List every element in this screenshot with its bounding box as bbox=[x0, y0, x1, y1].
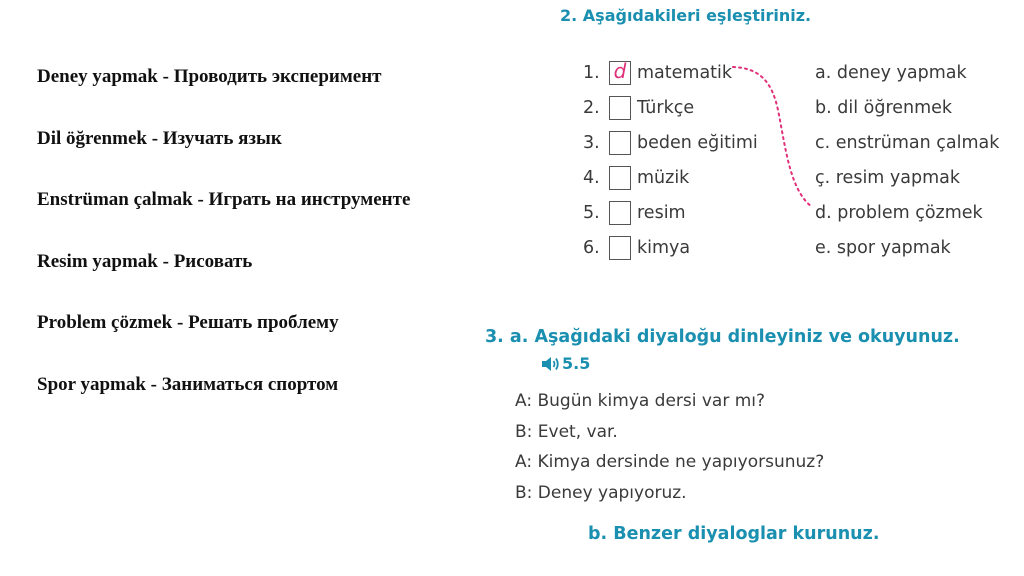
dialog-line: A: Kimya dersinde ne yapıyorsunuz? bbox=[515, 452, 825, 472]
audio-track-number: 5.5 bbox=[562, 354, 591, 373]
activity-item: b. dil öğrenmek bbox=[815, 97, 953, 118]
exercise-2-title: 2. Aşağıdakileri eşleştiriniz. bbox=[560, 6, 812, 25]
subject-item bbox=[583, 230, 758, 265]
activity-item: e. spor yapmak bbox=[815, 237, 951, 258]
activity-item: c. enstrüman çalmak bbox=[815, 132, 1000, 153]
vocabulary-item: Spor yapmak - Заниматься спортом bbox=[37, 373, 339, 395]
activities-list bbox=[815, 55, 999, 265]
subject-label: Türkçe bbox=[637, 97, 695, 118]
vocabulary-item: Dil öğrenmek - Изучать язык bbox=[37, 127, 282, 149]
answer-box[interactable] bbox=[609, 131, 631, 155]
item-number: 4. bbox=[583, 167, 600, 188]
dialog-list bbox=[515, 389, 824, 511]
item-number: 6. bbox=[583, 237, 600, 258]
vocabulary-item: Enstrüman çalmak - Играть на инструменте bbox=[37, 189, 411, 210]
subject-item bbox=[583, 195, 758, 230]
vocabulary-list bbox=[37, 62, 410, 431]
activity-item: d. problem çözmek bbox=[815, 202, 983, 223]
exercise-3-title: 3. a. Aşağıdaki diyaloğu dinleyiniz ve okuyunuz. bbox=[485, 327, 960, 347]
subject-item bbox=[583, 160, 758, 195]
answer-letter: d bbox=[613, 58, 627, 83]
dialog-line: A: Bugün kimya dersi var mı? bbox=[515, 391, 766, 411]
answer-box[interactable] bbox=[609, 201, 631, 225]
subject-item bbox=[583, 90, 758, 125]
subject-label: müzik bbox=[637, 167, 690, 188]
vocabulary-item: Problem çözmek - Решать проблему bbox=[37, 312, 339, 333]
subject-item bbox=[583, 55, 758, 90]
dialog-line: B: Deney yapıyoruz. bbox=[515, 482, 687, 503]
answer-box[interactable] bbox=[609, 236, 631, 260]
subject-label: beden eğitimi bbox=[637, 132, 758, 153]
subjects-list bbox=[583, 55, 758, 265]
answer-box[interactable] bbox=[609, 166, 631, 190]
answer-box[interactable] bbox=[609, 58, 631, 85]
item-number: 5. bbox=[583, 202, 600, 223]
activity-item: a. deney yapmak bbox=[815, 62, 967, 83]
speaker-icon bbox=[540, 355, 560, 373]
item-number: 3. bbox=[583, 132, 600, 153]
exercise-3b-title: b. Benzer diyaloglar kurunuz. bbox=[588, 524, 880, 544]
item-number: 2. bbox=[583, 97, 600, 118]
dialog-line: B: Evet, var. bbox=[515, 421, 618, 442]
vocabulary-item: Resim yapmak - Рисовать bbox=[37, 250, 253, 272]
audio-track[interactable] bbox=[540, 354, 590, 373]
subject-label: resim bbox=[637, 202, 686, 223]
subject-label: matematik bbox=[637, 62, 733, 83]
vocabulary-item: Deney yapmak - Проводить эксперимент bbox=[37, 66, 382, 87]
item-number: 1. bbox=[583, 62, 600, 83]
subject-item bbox=[583, 125, 758, 160]
activity-item: ç. resim yapmak bbox=[815, 167, 961, 188]
subject-label: kimya bbox=[637, 237, 691, 258]
answer-box[interactable] bbox=[609, 96, 631, 120]
